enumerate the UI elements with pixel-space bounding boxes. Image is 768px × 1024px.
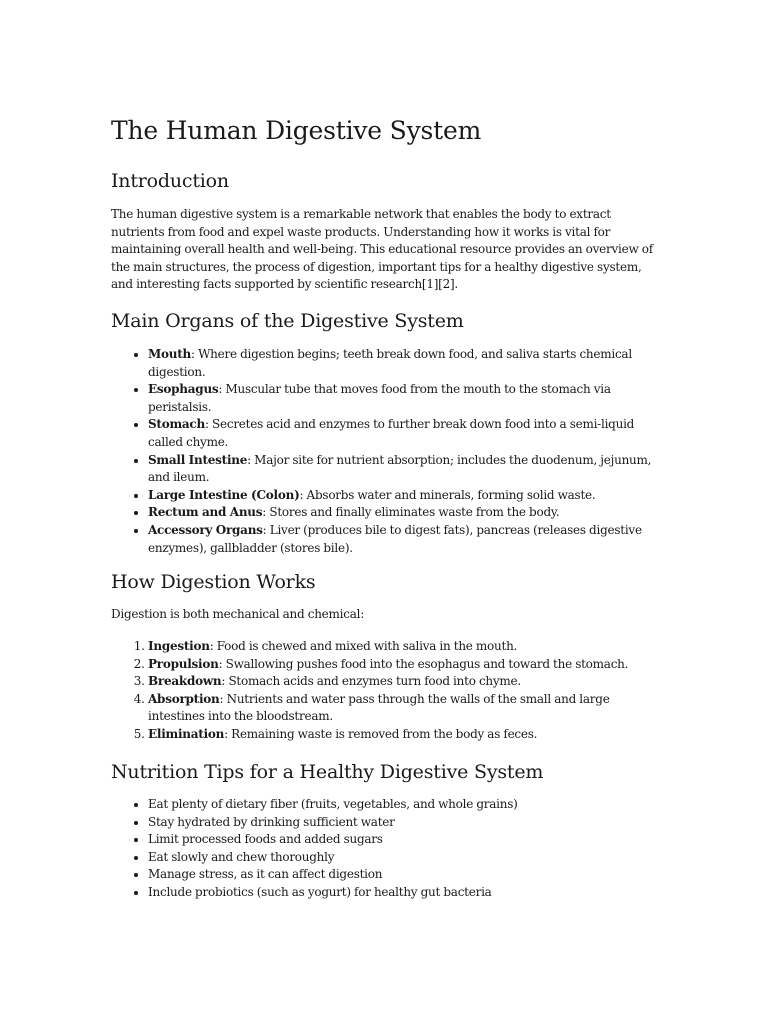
nutrition-tips-list <box>148 796 653 902</box>
list-item: • Limit processed foods and added sugars <box>148 831 653 849</box>
step-term: Propulsion <box>148 656 219 671</box>
step-term: Ingestion <box>148 639 210 653</box>
organ-desc: : Absorbs water and minerals, forming solid waste. <box>299 487 596 502</box>
intro-paragraph: The human digestive system is a remarkable network that enables the body to extract nutrients from food and expel waste products. Understanding how it works is vital for maintaining overall health and well-being. This educational resource provides an overview of the main structures, the process of digestion, important tips for a healthy digestive system, and interesting facts supported by scientific research[1][2]. <box>111 207 653 292</box>
list-item: • Include probiotics (such as yogurt) for healthy gut bacteria <box>148 884 653 902</box>
list-item: • Eat plenty of dietary fiber (fruits, vegetables, and whole grains) <box>148 796 653 814</box>
step-desc: : Nutrients and water pass through the walls of the small and large intestines into the bloodstream. <box>148 691 610 724</box>
organ-desc: : Muscular tube that moves food from the mouth to the stomach via peristalsis. <box>148 382 611 414</box>
step-desc: : Remaining waste is removed from the body as feces. <box>224 726 538 741</box>
digestion-lead: Digestion is both mechanical and chemical: <box>111 607 364 621</box>
intro-heading: Introduction <box>111 170 229 192</box>
list-item <box>148 522 653 557</box>
list-item <box>148 726 653 744</box>
list-item: • Stay hydrated by drinking sufficient water <box>148 814 653 832</box>
list-item <box>148 346 653 381</box>
organ-desc: : Stores and finally eliminates waste from the body. <box>262 505 560 520</box>
organ-term: Rectum and Anus <box>148 505 263 520</box>
list-item <box>148 673 653 691</box>
list-item <box>148 638 653 656</box>
list-item <box>148 416 653 451</box>
organ-desc: : Where digestion begins; teeth break down food, and saliva starts chemical digestion. <box>148 347 632 379</box>
digestion-steps-list <box>148 638 653 744</box>
digestion-heading: How Digestion Works <box>111 571 316 593</box>
step-term: Breakdown <box>148 674 222 689</box>
list-item: • Eat slowly and chew thoroughly <box>148 849 653 867</box>
step-desc: : Stomach acids and enzymes turn food into chyme. <box>221 674 521 689</box>
organ-desc: : Liver (produces bile to digest fats), pancreas (releases digestive enzymes), gallbladder (stores bile). <box>148 522 642 555</box>
organ-term: Stomach <box>148 417 205 432</box>
list-item <box>148 487 653 505</box>
list-item: • Manage stress, as it can affect digestion <box>148 866 653 884</box>
nutrition-heading: Nutrition Tips for a Healthy Digestive System <box>111 761 544 783</box>
organ-term: Mouth <box>148 347 192 361</box>
list-item <box>148 504 653 522</box>
step-desc: : Swallowing pushes food into the esophagus and toward the stomach. <box>218 656 629 671</box>
organs-heading: Main Organs of the Digestive System <box>111 310 464 332</box>
list-item <box>148 381 653 416</box>
organ-term: Accessory Organs <box>148 522 263 537</box>
organs-list <box>148 346 653 557</box>
organ-desc: : Major site for nutrient absorption; includes the duodenum, jejunum, and ileum. <box>148 452 652 485</box>
step-term: Elimination <box>148 726 225 741</box>
list-item <box>148 691 653 726</box>
organ-term: Esophagus <box>148 382 219 397</box>
organ-term: Small Intestine <box>148 452 248 467</box>
list-item <box>148 452 653 487</box>
step-desc: : Food is chewed and mixed with saliva in the mouth. <box>209 639 518 653</box>
organ-term: Large Intestine (Colon) <box>148 487 300 502</box>
list-item <box>148 656 653 674</box>
step-term: Absorption <box>148 691 220 706</box>
page-title: The Human Digestive System <box>111 116 482 145</box>
organ-desc: : Secretes acid and enzymes to further break down food into a semi-liquid called chyme. <box>148 417 635 449</box>
